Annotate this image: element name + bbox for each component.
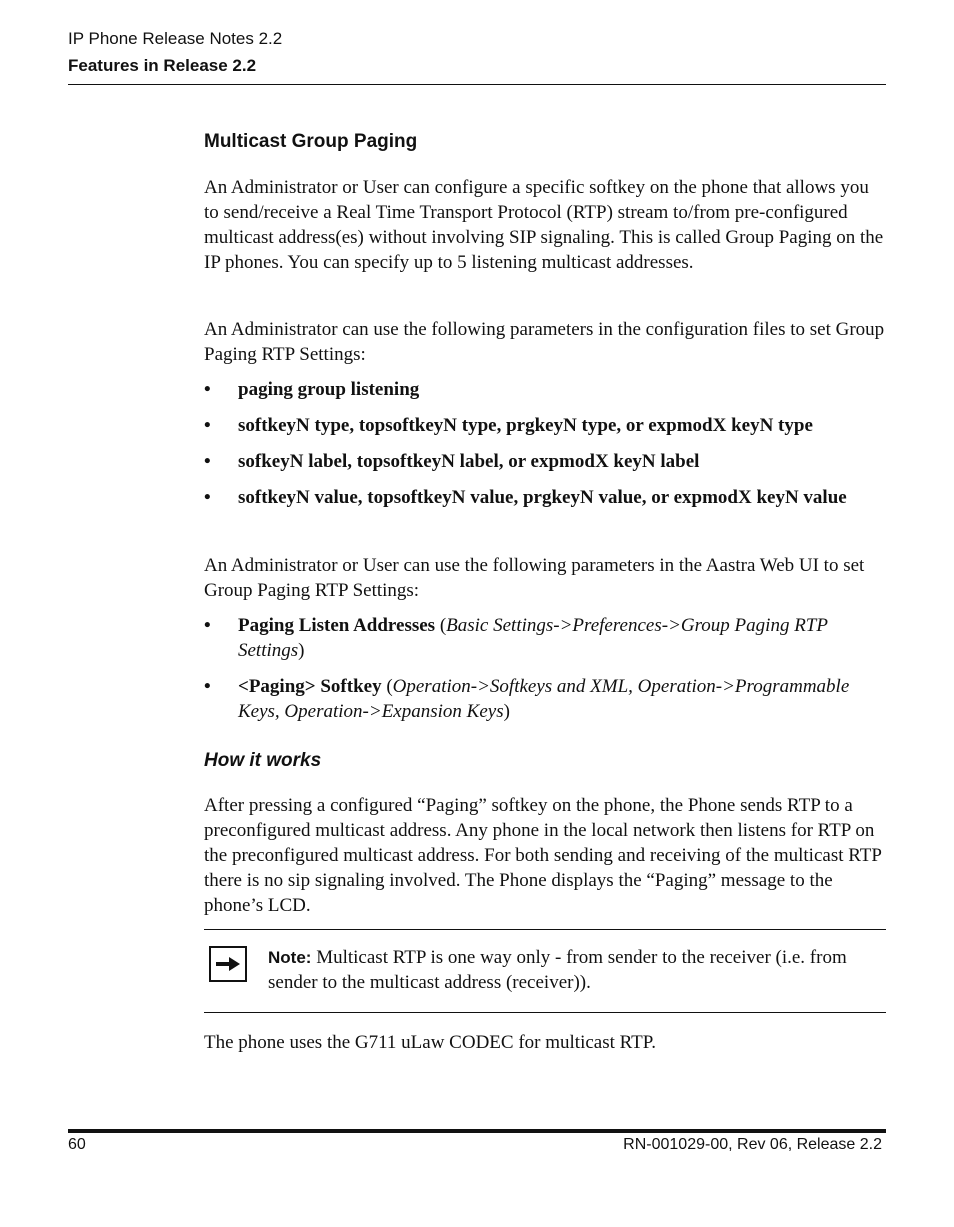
note-bottom-divider — [204, 1012, 886, 1013]
list-item — [204, 449, 888, 474]
footer-divider — [68, 1129, 886, 1133]
list-item — [204, 413, 888, 438]
bullet: • — [204, 415, 211, 436]
menu-path: Basic Settings->Preferences->Group Paging RTP Settings — [238, 615, 828, 661]
arrow-right-icon — [209, 946, 247, 982]
document-reference: RN-001029-00, Rev 06, Release 2.2 — [623, 1136, 882, 1153]
subheading: How it works — [204, 750, 322, 771]
menu-path: Operation->Softkeys and XML, Operation->Programmable Keys, Operation->Expansion Keys — [238, 676, 850, 722]
bullet: • — [204, 451, 211, 472]
bullet: • — [204, 379, 211, 400]
header-divider — [68, 84, 886, 85]
param-name: sofkeyN label, topsoftkeyN label, or expmodX keyN label — [238, 451, 700, 472]
how-it-works-paragraph: After pressing a configured “Paging” softkey on the phone, the Phone sends RTP to a preconfigured multicast address. Any phone in the local network then listens for RTP on the preconfigured multicast address. For both sending and receiving of the multicast RTP there is no sip signaling involved. The Phone displays the “Paging” message to the phone’s LCD. — [204, 795, 882, 916]
page-heading: Multicast Group Paging — [204, 131, 418, 152]
document-title: IP Phone Release Notes 2.2 — [68, 29, 283, 48]
config-params-list — [204, 377, 888, 521]
bullet: • — [204, 676, 211, 697]
list-item: • <Paging> Softkey (Operation->Softkeys and XML, Operation->Programmable Keys, Operation->Expansion Keys) — [204, 676, 850, 722]
bullet: • — [204, 615, 211, 636]
intro-paragraph: An Administrator or User can configure a specific softkey on the phone that allows you to send/receive a Real Time Transport Protocol (RTP) stream to/from pre-configured multicast address(es) without involving SIP signaling. This is called Group Paging on the IP phones. You can specify up to 5 listening multicast addresses. — [204, 177, 884, 273]
list-item — [204, 485, 888, 510]
config-intro-paragraph: An Administrator can use the following parameters in the configuration files to set Group Paging RTP Settings: — [204, 319, 885, 365]
note-text: Multicast RTP is one way only - from sender to the receiver (i.e. from sender to the multicast address (receiver)). — [268, 947, 847, 993]
webui-params-list — [204, 613, 888, 735]
param-name: softkeyN value, topsoftkeyN value, prgkeyN value, or expmodX keyN value — [238, 487, 847, 508]
page-number: 60 — [68, 1136, 86, 1153]
note-callout — [268, 945, 886, 995]
section-title: Features in Release 2.2 — [68, 56, 257, 75]
codec-paragraph: The phone uses the G711 uLaw CODEC for multicast RTP. — [204, 1032, 656, 1053]
list-item: • Paging Listen Addresses (Basic Settings->Preferences->Group Paging RTP Settings) — [204, 615, 828, 661]
param-name: <Paging> Softkey — [238, 676, 382, 697]
param-name: softkeyN type, topsoftkeyN type, prgkeyN type, or expmodX keyN type — [238, 415, 813, 436]
note-top-divider — [204, 929, 886, 930]
note-label: Note: — [268, 948, 312, 967]
webui-intro-paragraph: An Administrator or User can use the following parameters in the Aastra Web UI to set Group Paging RTP Settings: — [204, 555, 865, 601]
bullet: • — [204, 487, 211, 508]
list-item — [204, 377, 888, 402]
param-name: Paging Listen Addresses — [238, 615, 436, 636]
param-name: paging group listening — [238, 379, 420, 400]
